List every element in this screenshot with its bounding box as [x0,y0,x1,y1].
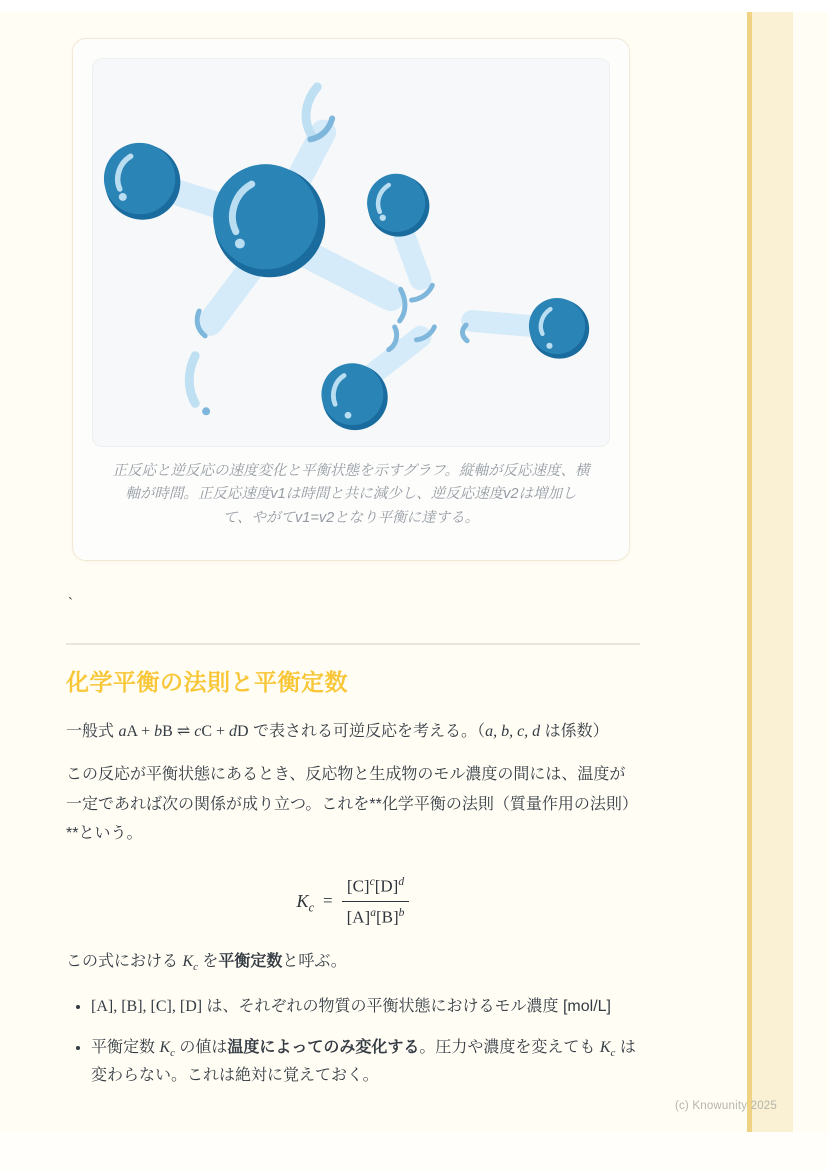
math-k: K [599,1038,611,1056]
formula-numerator [342,875,410,902]
formula-k-subscript: c [308,900,314,915]
math-term: [D] [374,876,399,896]
text-run: 一般式 [66,722,119,740]
math-term: [B] [375,907,399,927]
math-run: B ⇌ [162,722,195,740]
paragraph-general-equation [66,717,640,747]
text-run: を [197,953,219,971]
molecule-illustration [93,59,609,446]
math-k-subscript: c [170,1046,175,1059]
section-divider [66,643,640,645]
arc [389,327,397,350]
formula-equals: = [323,891,333,911]
formula-fraction [342,875,410,927]
math-var: a [118,722,127,740]
list-item [91,993,640,1022]
bold-term: 温度によってのみ変化する [227,1038,420,1056]
math-exponent: d [398,874,405,888]
text-run: は変わらない。これは絶対に覚えておく。 [91,1038,636,1085]
list-item [91,1034,640,1092]
molecule-bonds [157,132,542,378]
arc [463,325,468,341]
figure-caption: 正反応と逆反応の速度変化と平衡状態を示すグラフ。縦軸が反応速度、横軸が時間。正反応速度v1は時間と共に減少し、逆反応速度v2は増加して、やがてv1=v2となり平衡に達する。 [112,463,590,526]
text-run: の値は [174,1038,228,1056]
text-run: は、それぞれの物質の平衡状態におけるモル濃度 [mol/L] [202,997,611,1015]
sphere-body [321,363,383,425]
text-run: と呼ぶ。 [282,953,347,971]
formula-denominator [342,902,410,928]
math-coefficients: a, b, c, d [485,722,541,740]
sphere-body [367,174,425,232]
text-run: は係数） [540,722,609,740]
arc [189,356,195,404]
molecule-sphere-upper-right [367,174,429,237]
math-term: [A] [346,907,371,927]
sphere-body [104,143,175,214]
equilibrium-constant-formula [66,875,640,927]
sphere-glint [345,412,352,419]
formula-k: K [296,890,309,911]
bond [301,252,390,298]
sphere-body [529,298,585,354]
math-term: [C] [346,876,370,896]
sphere-body [213,164,318,269]
math-var: c [194,722,202,740]
math-run: D [237,722,249,740]
dot [202,407,210,415]
yellow-accent-bar [747,12,793,1132]
paragraph-law: この反応が平衡状態にあるとき、反応物と生成物のモル濃度の間には、温度が一定であれば次の関係が成り立つ。これを**化学平衡の法則（質量作用の法則）**という。 [66,766,638,843]
math-run: A + [126,722,155,740]
text-run: この式における [66,953,183,971]
section-heading: 化学平衡の法則と平衡定数 [66,669,348,695]
math-concentrations: [A], [B], [C], [D] [91,997,203,1015]
math-k: K [182,953,194,971]
text-run: で表される可逆反応を考える。（ [248,722,486,740]
text-run: 平衡定数 [91,1038,160,1056]
formula-lhs [296,890,314,915]
bullet-list [66,993,640,1091]
math-k: K [159,1038,171,1056]
molecule-sphere-right [529,298,589,359]
bond [210,267,252,323]
document-body [66,38,640,1091]
sphere-glint [235,239,245,249]
figure-image-panel [92,58,610,447]
figure-card [72,38,630,561]
top-white-strip [0,0,828,12]
bottom-white-strip [0,1132,828,1171]
math-exponent: b [398,905,405,919]
math-k-subscript: c [610,1046,616,1059]
math-kc [159,1038,175,1059]
copyright-watermark: (c) Knowunity 2025 [674,1100,777,1112]
text-run: 。圧力や濃度を変えても [419,1038,600,1056]
math-var: b [154,722,163,740]
math-kc [599,1038,616,1059]
bold-term: 平衡定数 [218,953,283,971]
sphere-glint [380,215,386,221]
molecule-sphere-left [104,143,180,220]
sphere-glint [546,343,552,349]
math-run: C + [201,722,230,740]
sphere-glint [119,193,127,201]
stray-backtick: ` [68,595,73,612]
math-kc [182,953,198,974]
math-k-subscript: c [193,961,198,974]
math-var: d [229,722,238,740]
math-exponent: a [370,905,376,919]
math-exponent: c [369,874,375,888]
paragraph-kc-definition [66,947,640,977]
